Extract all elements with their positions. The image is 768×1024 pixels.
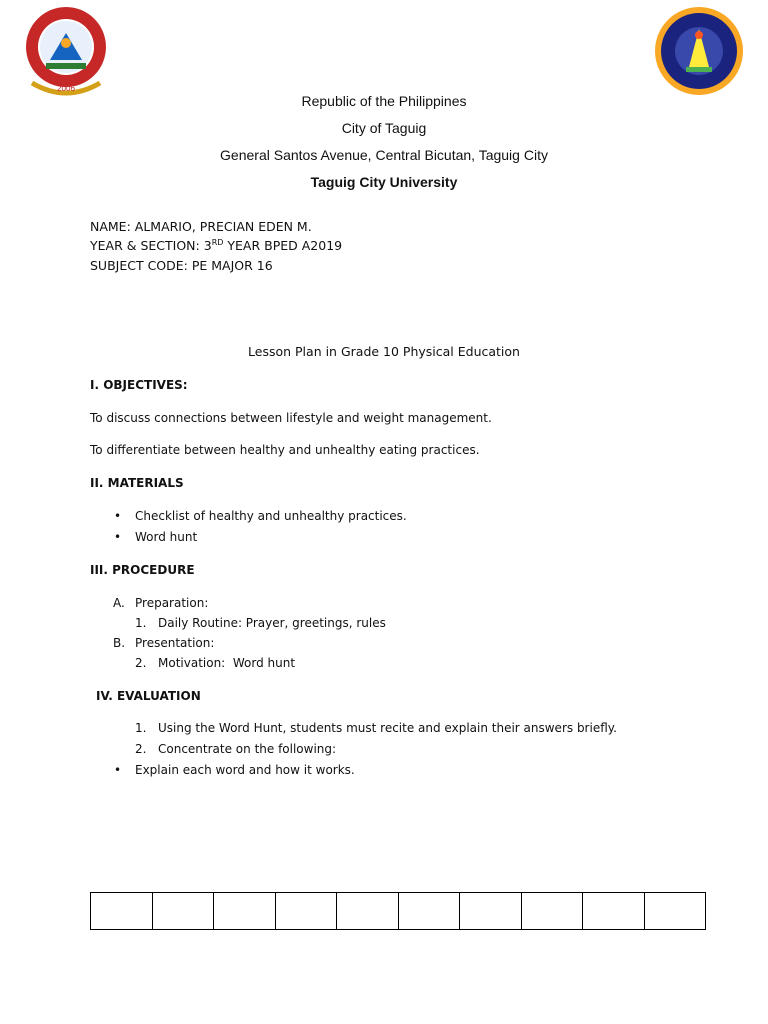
evaluation-item-text: Using the Word Hunt, students must recite and explain their answers briefly.: [158, 721, 617, 735]
word-hunt-cell: [583, 893, 645, 929]
material-item-text: Checklist of healthy and unhealthy practices.: [135, 509, 407, 523]
header-city: City of Taguig: [341, 120, 427, 136]
lesson-title: Lesson Plan in Grade 10 Physical Education: [248, 344, 520, 359]
materials-heading: II. MATERIALS: [90, 476, 184, 490]
evaluation-item-marker: 1.: [135, 721, 147, 735]
word-hunt-cell: [276, 893, 338, 929]
word-hunt-cell: [522, 893, 584, 929]
word-hunt-grid: [90, 892, 706, 930]
student-name: NAME: ALMARIO, PRECIAN EDEN M.: [90, 219, 312, 234]
evaluation-item-marker: 2.: [135, 742, 147, 756]
year-suffix: YEAR BPED A2019: [223, 238, 343, 253]
word-hunt-cell: [460, 893, 522, 929]
header-university: Taguig City University: [310, 174, 458, 190]
word-hunt-cell: [645, 893, 706, 929]
word-hunt-cell: [399, 893, 461, 929]
objective-item: To discuss connections between lifestyle and weight management.: [90, 411, 492, 425]
svg-text:2006: 2006: [57, 84, 75, 93]
objectives-heading: I. OBJECTIVES:: [90, 378, 188, 392]
procedure-b-marker: B.: [113, 636, 126, 650]
procedure-heading: III. PROCEDURE: [90, 563, 195, 577]
evaluation-item-text: Concentrate on the following:: [158, 742, 337, 756]
word-hunt-cell: [214, 893, 276, 929]
procedure-b2-text: Motivation: Word hunt: [158, 656, 296, 670]
procedure-a1-text: Daily Routine: Prayer, greetings, rules: [158, 616, 386, 630]
objective-item: To differentiate between healthy and unhealthy eating practices.: [90, 443, 480, 457]
material-item: •: [114, 509, 122, 523]
material-item: •: [114, 530, 122, 544]
material-item-text: Word hunt: [135, 530, 198, 544]
header-address: General Santos Avenue, Central Bicutan, Taguig City: [220, 147, 548, 163]
college-seal-logo: [636, 5, 762, 97]
year-prefix: YEAR & SECTION: 3: [90, 238, 212, 253]
procedure-a-label: Preparation:: [135, 596, 209, 610]
word-hunt-cell: [153, 893, 215, 929]
word-hunt-cell: [91, 893, 153, 929]
year-section: [90, 238, 342, 253]
header-republic: Republic of the Philippines: [301, 93, 467, 109]
word-hunt-cell: [337, 893, 399, 929]
procedure-b2-marker: 2.: [135, 656, 147, 670]
procedure-b-label: Presentation:: [135, 636, 215, 650]
procedure-a-marker: A.: [113, 596, 125, 610]
procedure-a1-marker: 1.: [135, 616, 147, 630]
university-seal-logo: [10, 5, 122, 101]
evaluation-bullet: •: [114, 763, 122, 777]
evaluation-heading: IV. EVALUATION: [96, 689, 201, 703]
year-superscript: RD: [211, 237, 224, 247]
subject-code: SUBJECT CODE: PE MAJOR 16: [90, 258, 273, 273]
evaluation-bullet-text: Explain each word and how it works.: [135, 763, 355, 777]
